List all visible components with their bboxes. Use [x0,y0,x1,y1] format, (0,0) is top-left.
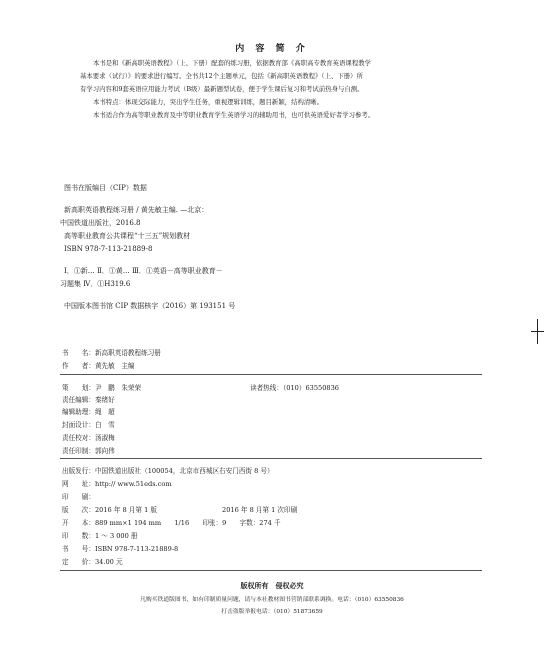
intro-paragraph: 本书是和《新高职英语教程》（上、下册）配套的练习册，依据教育部《高职高专教育英语课程教学 [93,59,371,67]
website-label: 网 址： [62,480,95,488]
format-value: 889 mm×1 194 mm 1/16 印张：9 字数：274 千 [94,519,281,527]
cip-block [60,182,236,313]
cip-line: 新高职英语教程练习册 / 黄先敏主编. —北京： [64,206,209,214]
role-label: 责任印制： [62,447,95,455]
planner-name: 尹 鹏 朱荣荣 [94,384,142,392]
page-title: 内 容 简 介 [235,44,309,54]
printer-label: 印 刷： [62,493,95,501]
divider [60,374,482,375]
intro-paragraph: 有学习内容和9套英语应用能力考试（B级）最新题型试卷，便于学生课后复习和考试前热身与自测。 [80,85,364,93]
price-value: 34.00 元 [94,558,123,566]
print-count-label: 印 数： [62,532,95,540]
author-label: 作 者： [62,362,95,370]
isbn-label: 书 号： [62,545,95,553]
isbn-value: ISBN 978-7-113-21889-8 [94,545,179,553]
cip-line: ISBN 978-7-113-21889-8 [64,245,153,253]
format-label: 开 本： [62,519,95,527]
cip-subject: 习题集 Ⅳ．①H319.6 [60,280,131,288]
role-label: 封面设计： [62,421,95,429]
divider [60,570,482,571]
role-row [62,394,115,404]
author-row [62,360,135,370]
quality-notice: 凡购买铁道版图书，如有印制质量问题，请与本社教材图书营销部联系调换。电话：（010）63550836 [140,597,404,603]
intro-paragraph: 本书适合作为高等职业教育及中等职业教育学生英语学习的辅助用书，也可供英语爱好者学习参考。 [93,111,375,119]
role-label: 责任校对： [62,434,95,442]
role-label: 责任编辑： [62,396,95,404]
impression-value: 2016 年 8 月第 1 次印刷 [222,506,298,514]
divider [60,458,482,459]
website-value: http:// www.51eds.com [94,480,172,488]
intro-section [80,57,490,122]
publisher-value: 中国铁道出版社（100054，北京市西城区右安门西街 8 号） [94,467,274,475]
cip-heading: 图书在版编目（CIP）数据 [64,184,147,192]
role-value: 绳 超 [94,408,115,416]
book-name-row [62,347,161,357]
copyright-info [62,344,482,604]
cip-line: 中国铁道出版社，2016.8 [60,219,141,227]
publisher-label: 出版发行： [62,467,95,475]
isbn-row [62,543,178,553]
price-row [62,556,123,566]
reader-hotline: 读者热线：（010）63550836 [250,384,340,392]
format-row [62,517,281,527]
print-count-row [62,530,138,540]
role-row [62,445,115,455]
website-row [62,478,172,488]
intro-paragraph: 基本要求（试行）》的要求进行编写。全书共12个主题单元，包括《新高职英语教程》（上、下册）所 [80,72,363,80]
book-name-label: 书 名： [62,349,95,357]
printer-row [62,491,95,501]
cip-line: 高等职业教育公共课程“十三五”规划教材 [64,232,191,240]
edition-label: 版 次： [62,506,95,514]
crop-mark [537,319,538,344]
edition-row [62,504,157,514]
piracy-report: 打击盗版举报电话：（010）51873659 [221,609,323,615]
book-name: 新高职英语教程练习册 [94,349,161,357]
author-name: 黄先敏 主编 [94,362,135,370]
price-label: 定 价： [62,558,95,566]
cip-subject: Ⅰ．①新… Ⅱ．①黄… Ⅲ．①英语－高等职业教育－ [64,267,223,275]
publisher-row [62,465,274,475]
planner-label: 策 划： [62,384,95,392]
role-value: 汤淑梅 [94,434,115,442]
role-value: 郭向伟 [94,447,115,455]
planner-row [62,382,141,392]
edition-value: 2016 年 8 月第 1 版 [94,506,157,514]
role-value: 白 雪 [94,421,115,429]
role-value: 秦绪好 [94,396,115,404]
role-row [62,419,115,429]
role-label: 编辑助理： [62,408,95,416]
role-row [62,406,115,416]
role-row [62,432,115,442]
intro-paragraph: 本书特点：体现交际能力，突出学生任务，重视逻辑训练，题目新颖，结构清晰。 [93,98,324,106]
cip-record: 中国版本图书馆 CIP 数据核字（2016）第 193151 号 [64,302,236,310]
rights-statement: 版权所有 侵权必究 [240,581,304,590]
print-count-value: 1 ～ 3 000 册 [94,532,138,540]
